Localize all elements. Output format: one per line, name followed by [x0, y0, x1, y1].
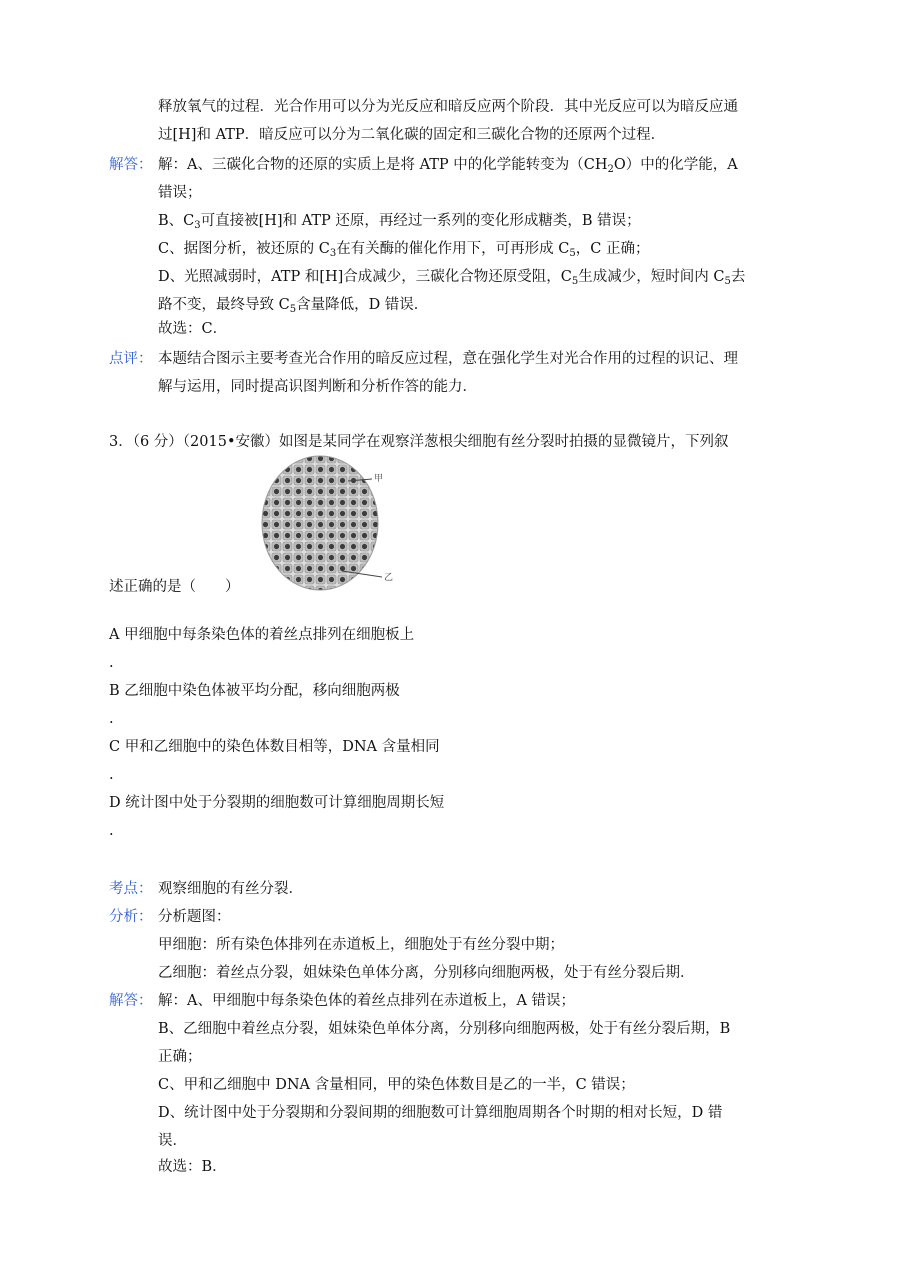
option-b-dot: .: [109, 711, 114, 727]
fenxi-line-2: 甲细胞：所有染色体排列在赤道板上，细胞处于有丝分裂中期；: [158, 937, 564, 953]
question-3-stem: 3．（6 分）（2015•安徽）如图是某同学在观察洋葱根尖细胞有丝分裂时拍摄的显微镜片，下列叙: [109, 434, 729, 450]
intro-line-1: 释放氧气的过程．光合作用可以分为光反应和暗反应两个阶段．其中光反应可以为暗反应通: [158, 99, 738, 115]
jieda-line-5: D、统计图中处于分裂期和分裂间期的细胞数可计算细胞周期各个时期的相对长短，D 错: [158, 1105, 723, 1121]
fenxi-line-1: 分析题图：: [158, 909, 231, 925]
option-d: D 统计图中处于分裂期的细胞数可计算细胞周期长短: [109, 795, 445, 811]
comment-line-2: 解与运用，同时提高识图判断和分析作答的能力．: [158, 379, 477, 395]
answer-tag: 解答：: [109, 157, 153, 173]
option-b: B 乙细胞中染色体被平均分配，移向细胞两极: [109, 683, 400, 699]
answer-line-2: 错误；: [158, 185, 202, 201]
kaodian-text: 观察细胞的有丝分裂．: [158, 881, 303, 897]
option-a-dot: .: [109, 655, 114, 671]
label-jia: 甲: [374, 474, 384, 484]
answer-line-1: 解：A、三碳化合物的还原的实质上是将 ATP 中的化学能转变为$(CH_2O)$中的化学能，A: [158, 157, 738, 175]
question-3-stem-end: 述正确的是（ ）: [109, 579, 240, 595]
answer-line-4: C、据图分析，被还原的 $C_3$在有关酶的催化作用下，可再形成 $C_5$，C 正确；: [158, 241, 650, 259]
answer-line-3: B、$C_3$可直接被[H]和 ATP 还原，再经过一系列的变化形成糖类，B 错误；: [158, 213, 641, 231]
comment-line-1: 本题结合图示主要考查光合作用的暗反应过程，意在强化学生对光合作用的过程的识记、理: [158, 351, 738, 367]
jieda-line-1: 解：A、甲细胞中每条染色体的着丝点排列在赤道板上，A 错误；: [158, 993, 576, 1009]
option-d-dot: .: [109, 823, 114, 839]
intro-line-2: 过[H]和 ATP．暗反应可以分为二氧化碳的固定和三碳化合物的还原两个过程．: [158, 127, 666, 143]
jieda-line-7: 故选：B．: [158, 1159, 227, 1175]
jieda-line-6: 误．: [158, 1133, 187, 1149]
jieda-line-2: B、乙细胞中着丝点分裂，姐妹染色单体分离，分别移向细胞两极，处于有丝分裂后期，B: [158, 1021, 731, 1037]
micrograph-image: [260, 453, 410, 593]
option-c: C 甲和乙细胞中的染色体数目相等，DNA 含量相同: [109, 739, 440, 755]
answer-line-7: 故选：C．: [158, 321, 228, 337]
jieda-line-3: 正确；: [158, 1049, 202, 1065]
answer-line-5: D、光照减弱时，ATP 和[H]合成减少，三碳化合物还原受阻，$C_5$生成减少，短时间内 $C_5$去: [158, 269, 746, 287]
answer-line-6: 路不变，最终导致 $C_5$含量降低，D 错误．: [158, 297, 429, 315]
kaodian-tag: 考点：: [109, 881, 153, 897]
fenxi-line-3: 乙细胞：着丝点分裂，姐妹染色单体分离，分别移向细胞两极，处于有丝分裂后期．: [158, 965, 695, 981]
jieda-line-4: C、甲和乙细胞中 DNA 含量相同，甲的染色体数目是乙的一半，C 错误；: [158, 1077, 635, 1093]
fenxi-tag: 分析：: [109, 909, 153, 925]
comment-tag: 点评：: [109, 351, 153, 367]
option-a: A 甲细胞中每条染色体的着丝点排列在细胞板上: [109, 627, 415, 643]
option-c-dot: .: [109, 767, 114, 783]
label-yi: 乙: [384, 573, 394, 583]
jieda-tag: 解答：: [109, 993, 153, 1009]
